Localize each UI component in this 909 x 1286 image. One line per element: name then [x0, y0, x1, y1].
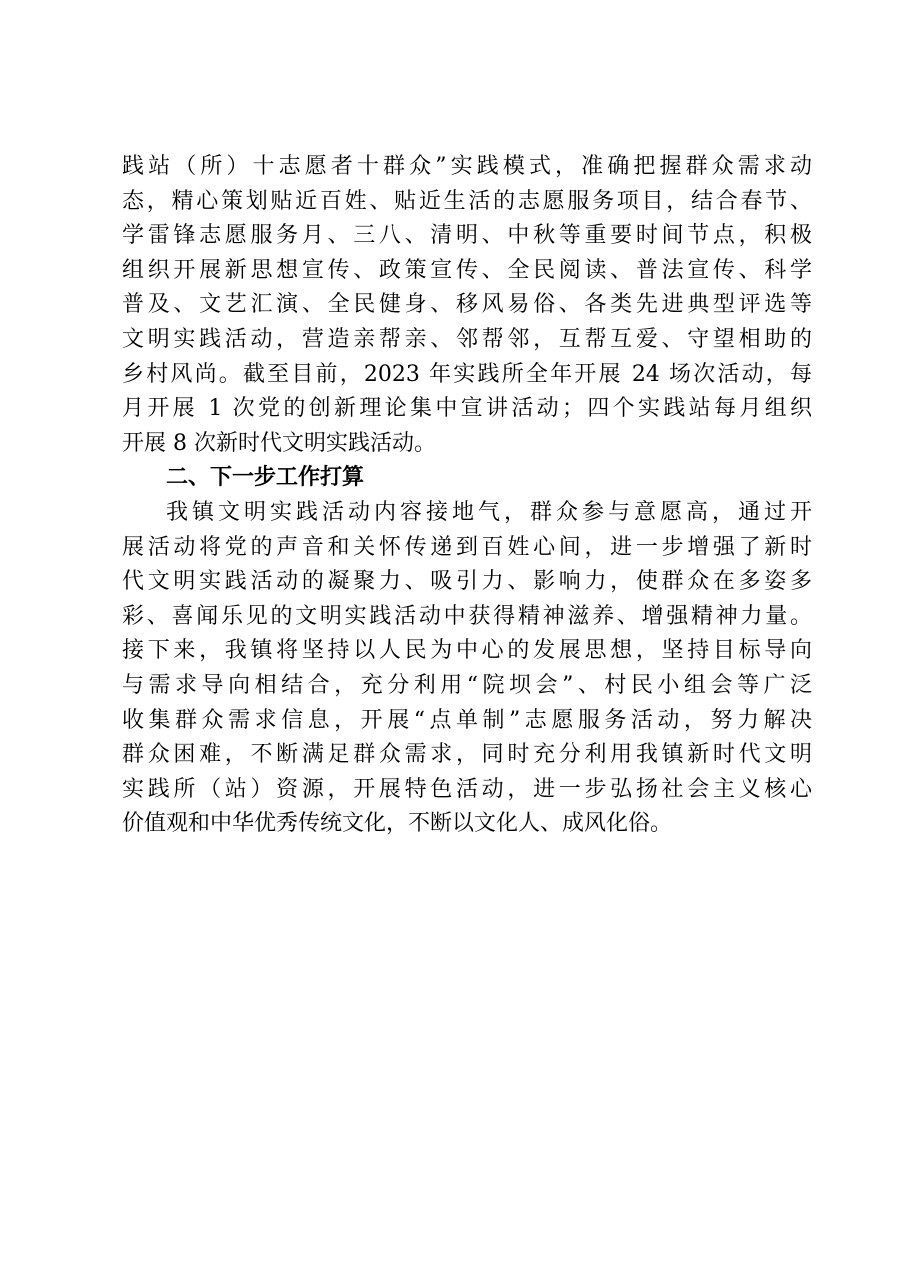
text-line: 学雷锋志愿服务月、三八、清明、中秋等重要时间节点，积极 — [122, 223, 812, 249]
section-heading: 二、下一步工作打算 — [166, 465, 365, 491]
paragraph-practice-activities — [122, 150, 812, 461]
text-line: 与需求导向相结合，充分利用“院坝会”、村民小组会等广泛 — [122, 672, 812, 698]
text-line: 组织开展新思想宣传、政策宣传、全民阅读、普法宣传、科学 — [122, 257, 812, 283]
text-line: 实践所（站）资源，开展特色活动，进一步弘扬社会主义核心 — [122, 776, 812, 802]
text-line: 文明实践活动，营造亲帮亲、邻帮邻，互帮互爱、守望相助的 — [122, 326, 812, 352]
paragraph-next-steps — [122, 496, 812, 842]
text-line: 群众困难，不断满足群众需求，同时充分利用我镇新时代文明 — [122, 742, 812, 768]
text-line: 乡村风尚。截至目前，2023 年实践所全年开展 24 场次活动，每 — [122, 361, 812, 387]
text-line: 我镇文明实践活动内容接地气，群众参与意愿高，通过开 — [166, 499, 812, 525]
text-line: 展活动将党的声音和关怀传递到百姓心间，进一步增强了新时 — [122, 534, 812, 560]
text-line: 践站（所）十志愿者十群众”实践模式，准确把握群众需求动 — [122, 154, 812, 179]
text-line: 收集群众需求信息，开展“点单制”志愿服务活动，努力解决 — [122, 707, 812, 733]
text-line: 开展 8 次新时代文明实践活动。 — [122, 430, 436, 456]
text-line: 接下来，我镇将坚持以人民为中心的发展思想，坚持目标导向 — [122, 638, 812, 664]
text-line: 态，精心策划贴近百姓、贴近生活的志愿服务项目，结合春节、 — [122, 188, 812, 214]
text-line: 代文明实践活动的凝聚力、吸引力、影响力，使群众在多姿多 — [122, 569, 812, 595]
text-line: 普及、文艺汇演、全民健身、移风易俗、各类先进典型评选等 — [122, 292, 812, 318]
text-line: 月开展 1 次党的创新理论集中宣讲活动；四个实践站每月组织 — [122, 396, 812, 422]
text-line: 彩、喜闻乐见的文明实践活动中获得精神滋养、增强精神力量。 — [122, 603, 812, 629]
text-line: 价值观和中华优秀传统文化，不断以文化人、成风化俗。 — [122, 811, 673, 837]
document-body — [122, 150, 812, 842]
